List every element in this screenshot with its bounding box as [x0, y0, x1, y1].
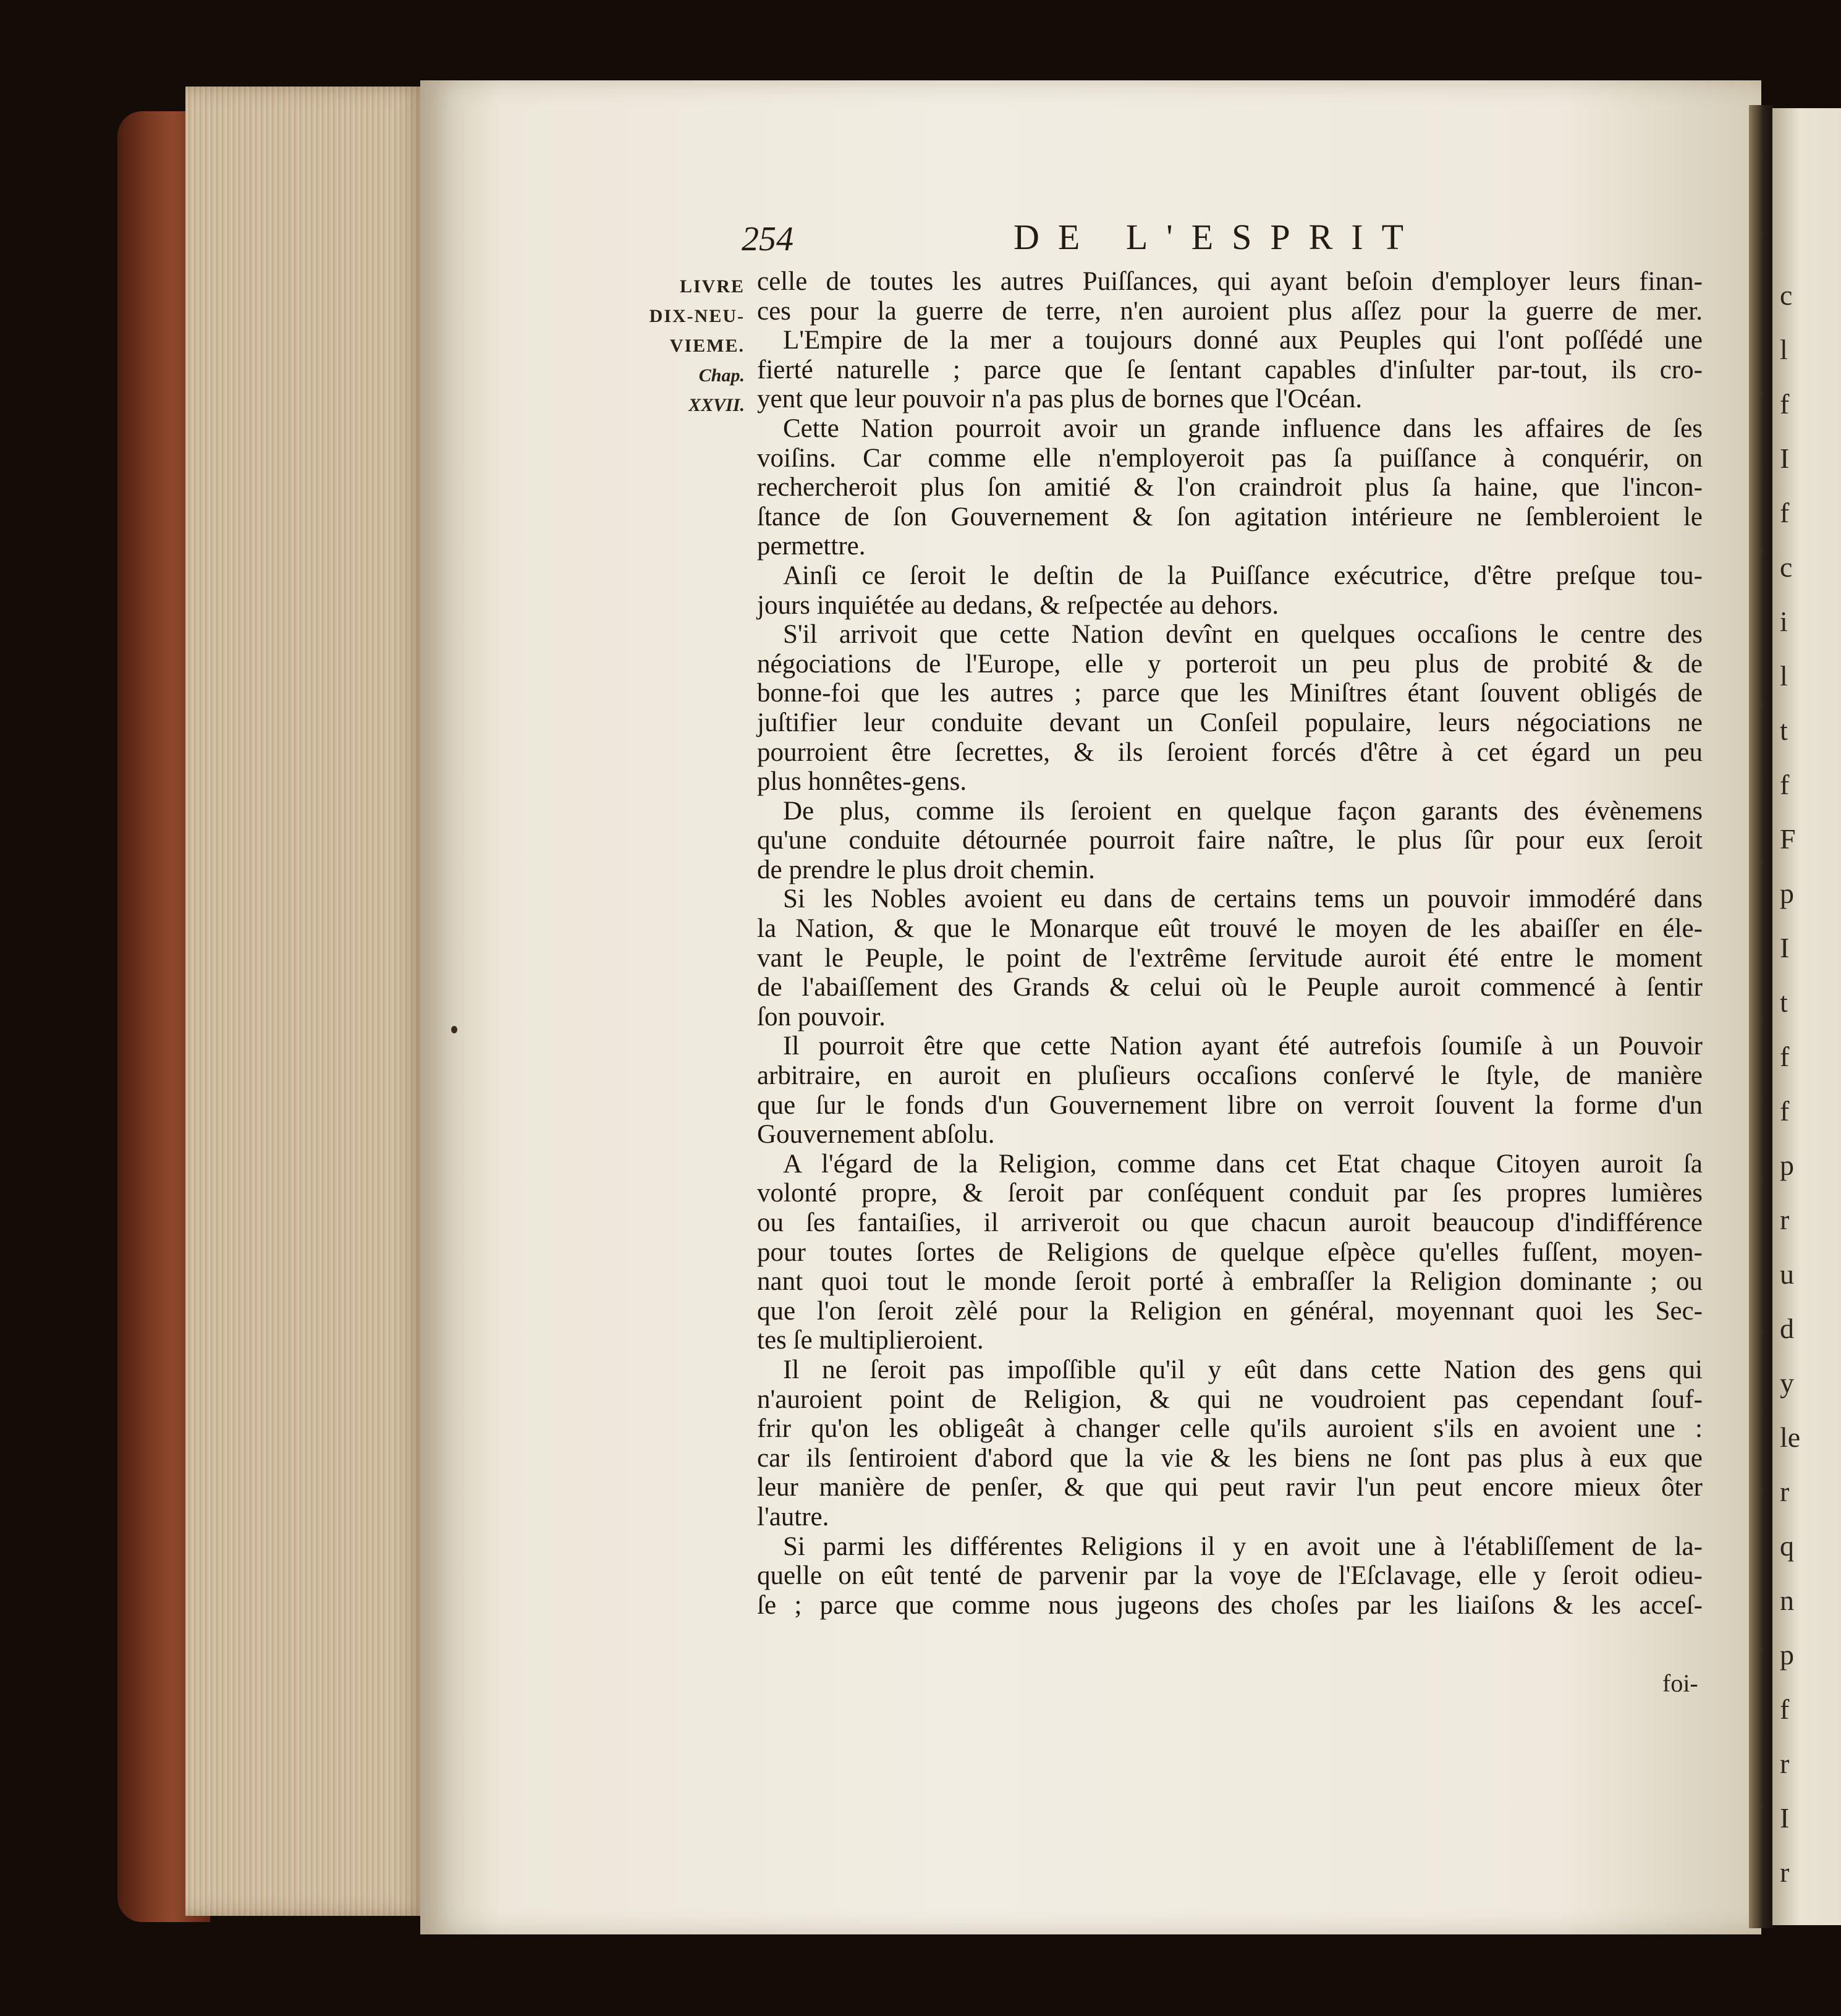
text-line: Il pourroit être que cette Nation ayant été autrefois ſoumiſe à un Pouvoir [783, 1031, 1703, 1061]
margin-note-line: XXVII. [688, 395, 745, 415]
text-line: car ils ſentiroient d'abord que la vie & les biens ne ſont pas plus à eux que [757, 1443, 1703, 1473]
text-line: la Nation, & que le Monarque eût trouvé le moyen de les abaiſſer en éle- [757, 914, 1703, 944]
text-line: que ſur le fonds d'un Gouvernement libre on verroit ſouvent la forme d'un [757, 1090, 1703, 1120]
text-line: de prendre le plus droit chemin. [757, 855, 1095, 884]
facing-page-letter: I [1780, 1802, 1790, 1834]
text-line: qu'une conduite détournée pourroit faire naître, le plus ſûr pour eux ſeroit [757, 826, 1703, 855]
facing-page-letter: f [1780, 497, 1790, 528]
facing-page-letter: le [1780, 1421, 1801, 1453]
text-line: n'auroient point de Religion, & qui ne voudroient pas cependant ſouf- [757, 1384, 1703, 1414]
facing-page-letter: u [1780, 1258, 1794, 1290]
text-line: arbitraire, en auroit en pluſieurs occaſions conſervé le ſtyle, de manière [757, 1061, 1703, 1091]
facing-page-letter: t [1780, 986, 1788, 1018]
page-block-edge [185, 87, 426, 1916]
margin-note-line: DIX-NEU- [649, 306, 745, 326]
facing-page-letter: l [1780, 334, 1788, 365]
facing-page-letter: r [1780, 1748, 1790, 1779]
text-line: voiſins. Car comme elle n'employeroit pas ſa puiſſance à conquérir, on [757, 443, 1703, 473]
text-line: quelle on eût tenté de parvenir par la voye de l'Eſclavage, elle y ſeroit odieu- [757, 1561, 1703, 1591]
text-line: juſtifier leur conduite devant un Conſeil populaire, leurs négociations ne [757, 708, 1703, 737]
facing-page-letter: f [1780, 388, 1790, 420]
facing-page-letter: t [1780, 714, 1788, 746]
text-line: permettre. [757, 532, 866, 561]
text-line: L'Empire de la mer a toujours donné aux Peuples qui l'ont poſſédé une [783, 326, 1703, 355]
text-line: vant le Peuple, le point de l'extrême ſervitude auroit été entre le moment [757, 943, 1703, 973]
text-line: rechercheroit plus ſon amitié & l'on craindroit plus ſa haine, que l'incon- [757, 473, 1703, 502]
text-line: Si les Nobles avoient eu dans de certains tems un pouvoir immodéré dans [783, 884, 1703, 914]
text-line: que l'on ſeroit zèlé pour la Religion en général, moyennant quoi les Sec- [757, 1296, 1703, 1326]
margin-note-line: Chap. [698, 365, 745, 386]
margin-note-line: VIEME. [669, 336, 745, 356]
facing-page-letter: f [1780, 1693, 1790, 1725]
margin-note-line: LIVRE [679, 276, 745, 297]
text-line: tes ſe multiplieroient. [757, 1326, 984, 1355]
text-line: ſe ; parce que comme nous jugeons des choſes par les liaiſons & les acceſ- [757, 1590, 1703, 1620]
text-line: plus honnêtes-gens. [757, 767, 967, 797]
facing-page-letter: p [1780, 1639, 1794, 1671]
paper-spot [451, 1026, 457, 1033]
facing-page-fragment [1772, 108, 1841, 1925]
facing-page-letter: q [1780, 1530, 1794, 1562]
facing-page-letter: f [1780, 769, 1790, 800]
running-title: DE L'ESPRIT [1014, 217, 1423, 257]
facing-page-letter: f [1780, 1095, 1790, 1127]
text-line: Si parmi les différentes Religions il y en avoit une à l'établiſſement de la- [783, 1531, 1703, 1561]
text-line: Gouvernement abſolu. [757, 1120, 995, 1150]
facing-page-letter: F [1780, 823, 1796, 855]
main-text [757, 267, 1703, 1620]
text-line: leur manière de penſer, & que qui peut ravir l'un peut encore mieux ôter [757, 1473, 1703, 1502]
text-line: ſon pouvoir. [757, 1002, 886, 1031]
text-line: bonne-foi que les autres ; parce que les Miniſtres étant ſouvent obligés de [757, 679, 1703, 708]
text-line: négociations de l'Europe, elle y porteroit un peu plus de probité & de [757, 649, 1703, 679]
facing-page-letter: n [1780, 1585, 1794, 1616]
facing-page-letter: p [1780, 1150, 1794, 1181]
text-line: volonté propre, & ſeroit par conſéquent conduit par ſes propres lumières [757, 1179, 1703, 1208]
text-line: Ainſi ce ſeroit le deſtin de la Puiſſance exécutrice, d'être preſque tou- [783, 561, 1703, 590]
text-line: fierté naturelle ; parce que ſe ſentant capables d'inſulter par-tout, ils cro- [757, 355, 1703, 384]
text-line: de l'abaiſſement des Grands & celui où le Peuple auroit commencé à ſentir [757, 973, 1703, 1002]
text-line: S'il arrivoit que cette Nation devînt en quelques occaſions le centre des [783, 620, 1703, 650]
text-line: jours inquiétée au dedans, & reſpectée au dehors. [757, 590, 1279, 620]
text-line: ces pour la guerre de terre, n'en auroient plus aſſez pour la guerre de mer. [757, 296, 1703, 326]
text-line: yent que leur pouvoir n'a pas plus de bornes que l'Océan. [757, 384, 1363, 414]
facing-page-letter: p [1780, 878, 1794, 909]
text-line: ſtance de ſon Gouvernement & ſon agitation intérieure ne ſembleroient le [757, 502, 1703, 532]
page-number: 254 [742, 220, 794, 258]
text-line: A l'égard de la Religion, comme dans cet Etat chaque Citoyen auroit ſa [783, 1149, 1703, 1179]
text-line: l'autre. [757, 1502, 829, 1531]
catchword: foi- [1662, 1669, 1698, 1697]
facing-page-letter: l [1780, 660, 1788, 692]
facing-page-letter: I [1780, 443, 1790, 474]
facing-page-letter: d [1780, 1313, 1794, 1344]
text-line: celle de toutes les autres Puiſſances, qui ayant beſoin d'employer leurs finan- [757, 267, 1703, 296]
facing-page-letter: r [1780, 1476, 1790, 1507]
facing-page-letter: I [1780, 932, 1790, 964]
facing-page-letter: f [1780, 1041, 1790, 1072]
text-line: Cette Nation pourroit avoir un grande influence dans les affaires de ſes [783, 413, 1703, 443]
facing-page-letter: r [1780, 1204, 1790, 1235]
text-line: Il ne ſeroit pas impoſſible qu'il y eût dans cette Nation des gens qui [783, 1355, 1703, 1384]
book-gutter [1749, 105, 1774, 1928]
facing-page-letter: y [1780, 1367, 1794, 1399]
text-line: ou ſes fantaiſies, il arriveroit ou que chacun auroit beaucoup d'indifférence [757, 1208, 1703, 1237]
facing-page-letter: c [1780, 279, 1793, 311]
text-line: nant quoi tout le monde ſeroit porté à embraſſer la Religion dominante ; ou [757, 1267, 1703, 1297]
margin-note [637, 272, 745, 420]
facing-page-letter: r [1780, 1857, 1790, 1888]
facing-page-letter: i [1780, 606, 1788, 637]
text-line: pourroient être ſecrettes, & ils ſeroient forcés d'être à cet égard un peu [757, 737, 1703, 767]
text-line: frir qu'on les obligeât à changer celle qu'ils auroient s'ils en avoient une : [757, 1414, 1703, 1444]
text-line: De plus, comme ils ſeroient en quelque façon garants des évènemens [783, 796, 1703, 826]
facing-page-letter: c [1780, 551, 1793, 583]
text-line: pour toutes ſortes de Religions de quelque eſpèce qu'elles fuſſent, moyen- [757, 1237, 1703, 1267]
